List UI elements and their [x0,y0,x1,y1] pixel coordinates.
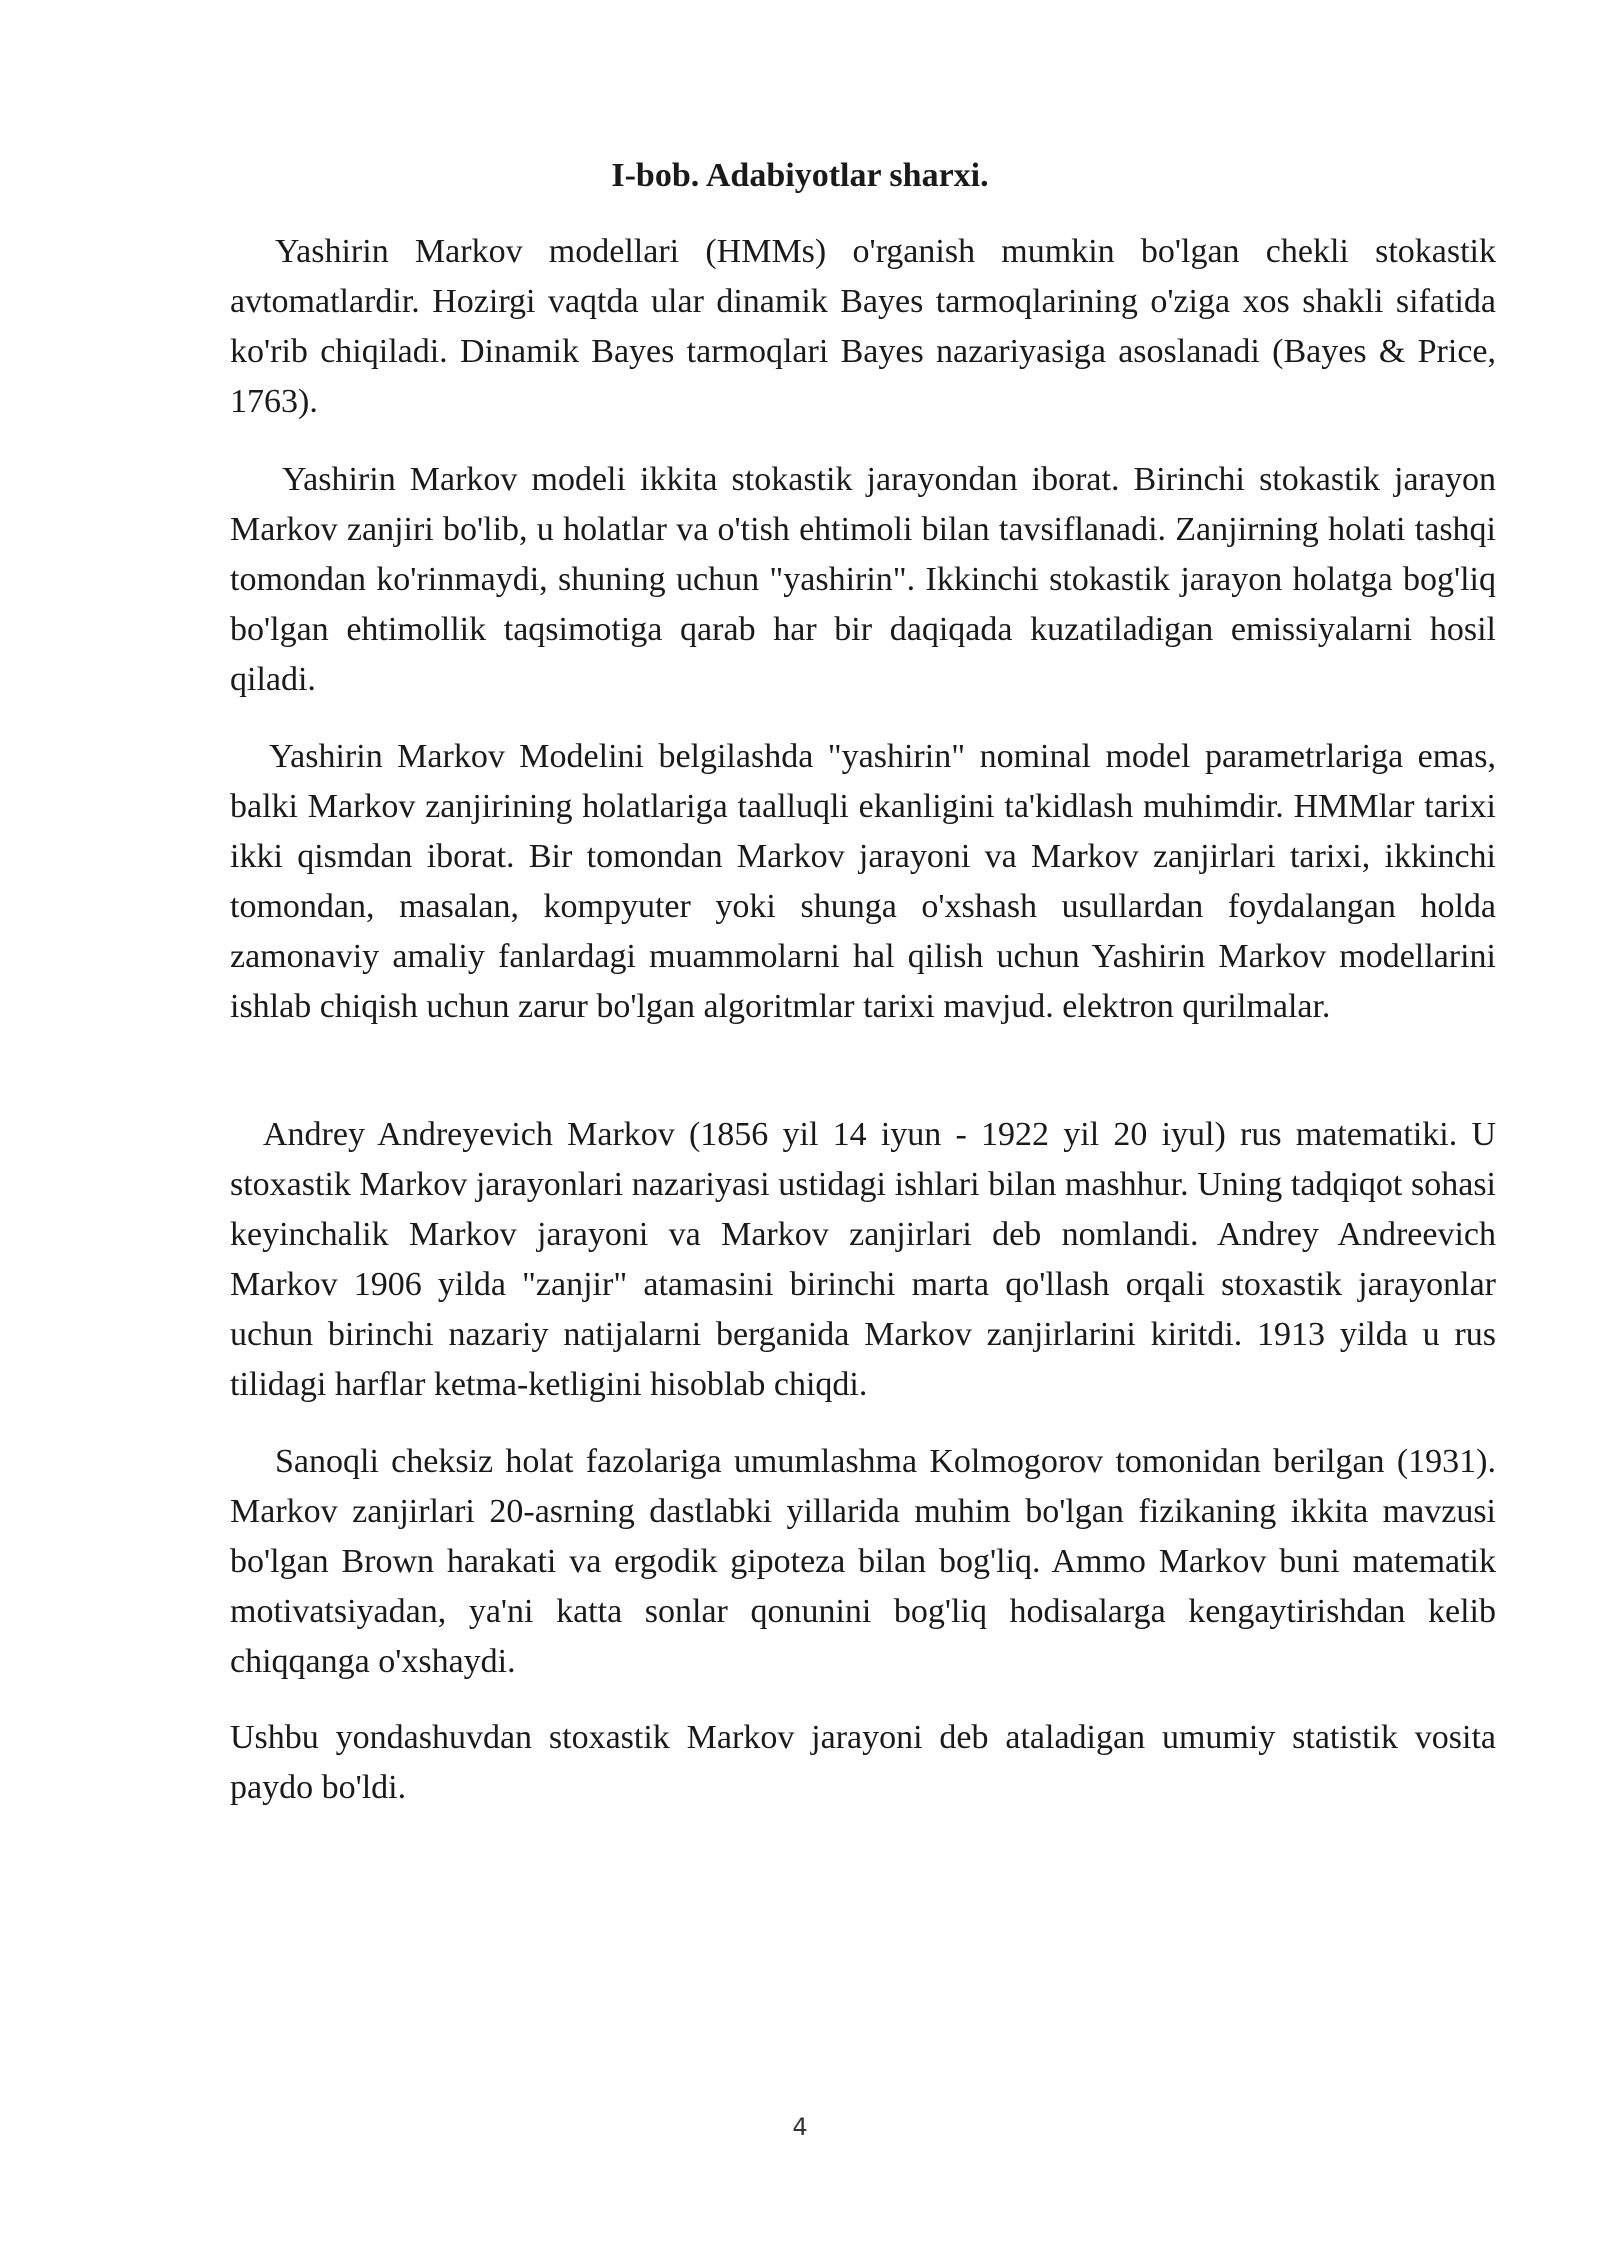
page-number: 4 [792,2113,808,2141]
paragraph-markov-biography: Andrey Andreyevich Markov (1856 yil 14 iyun - 1922 yil 20 iyul) rus matematiki. U stoxastik Markov jarayonlari nazariyasi ustidagi ishlari bilan mashhur. Uning tadqiqot sohasi keyinchalik Markov jarayoni va Markov zanjirlari deb nomlandi. Andrey Andreevich Markov 1906 yilda "zanjir" atamasini birinchi marta qo'llash orqali stoxastik jarayonlar uchun birinchi nazariy natijalarni berganida Markov zanjirlarini kiritdi. 1913 yilda u rus tilidagi harflar ketma-ketligini hisoblab chiqdi. [230,1116,1496,1403]
paragraph-hmm-intro: Yashirin Markov modellari (HMMs) o'rganish mumkin bo'lgan chekli stokastik avtomatlardir. Hozirgi vaqtda ular dinamik Bayes tarmoqlarining o'ziga xos shakli sifatida ko'rib chiqiladi. Dinamik Bayes tarmoqlari Bayes nazariyasiga asoslanadi (Bayes & Price, 1763). [230,233,1496,420]
paragraph-conclusion: Ushbu yondashuvdan stoxastik Markov jarayoni deb ataladigan umumiy statistik vosita paydo bo'ldi. [230,1719,1496,1806]
chapter-heading: I-bob. Adabiyotlar sharxi. [611,157,989,194]
paragraph-kolmogorov: Sanoqli cheksiz holat fazolariga umumlashma Kolmogorov tomonidan berilgan (1931). Markov zanjirlari 20-asrning dastlabki yillarida muhim bo'lgan fizikaning ikkita mavzusi bo'lgan Brown harakati va ergodik gipoteza bilan bog'liq. Ammo Markov buni matematik motivatsiyadan, ya'ni katta sonlar qonunini bog'liq hodisalarga kengaytirishdan kelib chiqqanga o'xshaydi. [230,1443,1496,1680]
paragraph-hidden-meaning: Yashirin Markov Modelini belgilashda "yashirin" nominal model parametrlariga emas, balki Markov zanjirining holatlariga taalluqli ekanligini ta'kidlash muhimdir. HMMlar tarixi ikki qismdan iborat. Bir tomondan Markov jarayoni va Markov zanjirlari tarixi, ikkinchi tomondan, masalan, kompyuter yoki shunga o'xshash usullardan foydalangan holda zamonaviy amaliy fanlardagi muammolarni hal qilish uchun Yashirin Markov modellarini ishlab chiqish uchun zarur bo'lgan algoritmlar tarixi mavjud. elektron qurilmalar. [230,738,1496,1025]
paragraph-two-processes: Yashirin Markov modeli ikkita stokastik jarayondan iborat. Birinchi stokastik jarayon Markov zanjiri bo'lib, u holatlar va o'tish ehtimoli bilan tavsiflanadi. Zanjirning holati tashqi tomondan ko'rinmaydi, shuning uchun "yashirin". Ikkinchi stokastik jarayon holatga bog'liq bo'lgan ehtimollik taqsimotiga qarab har bir daqiqada kuzatiladigan emissiyalarni hosil qiladi. [230,461,1496,698]
